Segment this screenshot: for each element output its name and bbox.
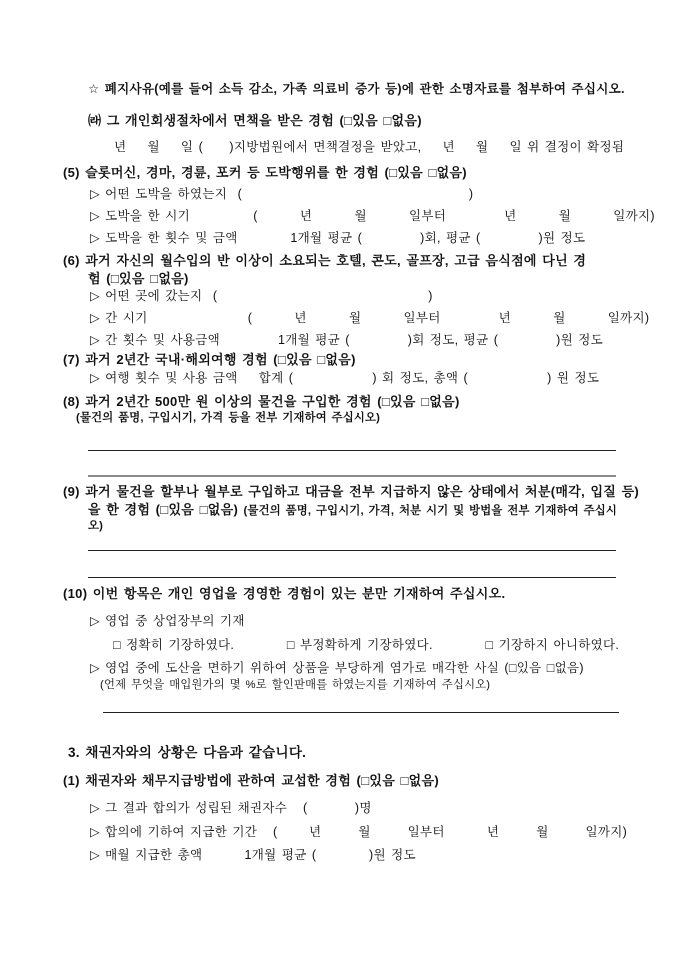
item9-disposal-title-line1: (9) 과거 물건을 할부나 월부로 구입하고 대금을 전부 지급하지 않은 상태에서 처분(매각, 입질 등) xyxy=(63,484,640,499)
item8-purchase-title: (8) 과거 2년간 500만 원 이상의 물건을 구입한 경험 (□있음 □없음) xyxy=(63,394,460,409)
item8-purchase-note: (물건의 품명, 구입시기, 가격 등을 전부 기재하여 주십시오) xyxy=(76,412,381,424)
item6-luxury-title-line2: 험 (□있음 □없음) xyxy=(88,271,189,286)
item9-disposal-title-line2 xyxy=(88,502,617,519)
item7-travel-title: (7) 과거 2년간 국내·해외여행 경험 (□있음 □없음) xyxy=(63,352,356,367)
item9-write-line-2 xyxy=(88,577,616,578)
item10-row-dumping-sale: ▷ 영업 중에 도산을 면하기 위하여 상품을 부당하게 염가로 매각한 사실 (□있음 □없음) xyxy=(90,661,584,675)
item7-row-travel-count-amount: ▷ 여행 횟수 및 사용 금액 합계 ( ) 회 정도, 총액 ( ) 원 정도 xyxy=(90,371,600,385)
item10-row-ledger: ▷ 영업 중 상업장부의 기재 xyxy=(90,614,245,628)
item6-row-count-amount: ▷ 간 횟수 및 사용금액 1개월 평균 ( )회 정도, 평균 ( )원 정도 xyxy=(90,333,604,347)
section3-row-agreed-creditors: ▷ 그 결과 합의가 성립된 채권자수 ( )명 xyxy=(90,801,372,815)
section3-heading: 3. 채권자와의 상황은 다음과 같습니다. xyxy=(68,745,307,760)
section3-row-payment-period: ▷ 합의에 기하여 지급한 기간 ( 년 월 일부터 년 월 일까지) xyxy=(90,825,628,839)
item6-luxury-title-line1: (6) 과거 자신의 월수입의 반 이상이 소요되는 호텔, 콘도, 골프장, 고급 음식점에 다닌 경 xyxy=(63,253,587,268)
item5-gambling-title: (5) 슬롯머신, 경마, 경륜, 포커 등 도박행위를 한 경험 (□있음 □없음) xyxy=(63,165,467,180)
item9-write-line-1 xyxy=(88,550,616,551)
item9-disposal-note-part2: 오) xyxy=(88,520,104,532)
item9-disposal-title-line2-main: 을 한 경험 (□있음 □없음) xyxy=(88,502,244,517)
item6-row-where: ▷ 어떤 곳에 갔는지 ( ) xyxy=(90,289,433,303)
item8-write-line-2 xyxy=(88,475,616,477)
item10-business-title: (10) 이번 항목은 개인 영업을 경영한 경험이 있는 분만 기재하여 주십시오. xyxy=(63,586,506,601)
notice-attach-evidence: ☆ 폐지사유(예를 들어 소득 감소, 가족 의료비 증가 등)에 관한 소명자료를 첨부하여 주십시오. xyxy=(88,82,625,96)
item9-disposal-note-part1: (물건의 품명, 구입시기, 가격, 처분 시기 및 방법을 전부 기재하여 주십시 xyxy=(243,505,618,517)
item5-row-what-gambling: ▷ 어떤 도박을 하였는지 ( ) xyxy=(90,187,474,201)
item10-dumping-note: (언제 무엇을 매입원가의 몇 %로 할인판매를 하였는지를 기재하여 주십시오) xyxy=(100,679,491,691)
item4-discharge-experience-title: ㈑ 그 개인회생절차에서 면책을 받은 경험 (□있음 □없음) xyxy=(88,113,422,128)
item4-discharge-detail-line: 년 월 일 ( )지방법원에서 면책결정을 받았고, 년 월 일 위 결정이 확정됨 xyxy=(114,140,625,154)
item6-row-period: ▷ 간 시기 ( 년 월 일부터 년 월 일까지) xyxy=(90,311,650,325)
section3-row-monthly-total: ▷ 매월 지급한 총액 1개월 평균 ( )원 정도 xyxy=(90,848,416,862)
item10-write-line xyxy=(103,712,619,713)
item8-write-line-1 xyxy=(88,450,616,451)
item5-row-gambling-count-amount: ▷ 도박을 한 횟수 및 금액 1개월 평균 ( )회, 평균 ( )원 정도 xyxy=(90,231,586,245)
item10-ledger-checkbox-row: □ 정확히 기장하였다. □ 부정확하게 기장하였다. □ 기장하지 아니하였다. xyxy=(113,638,620,652)
item5-row-gambling-period: ▷ 도박을 한 시기 ( 년 월 일부터 년 월 일까지) xyxy=(90,209,655,223)
section3-item1-title: (1) 채권자와 채무지급방법에 관하여 교섭한 경험 (□있음 □없음) xyxy=(63,773,439,788)
